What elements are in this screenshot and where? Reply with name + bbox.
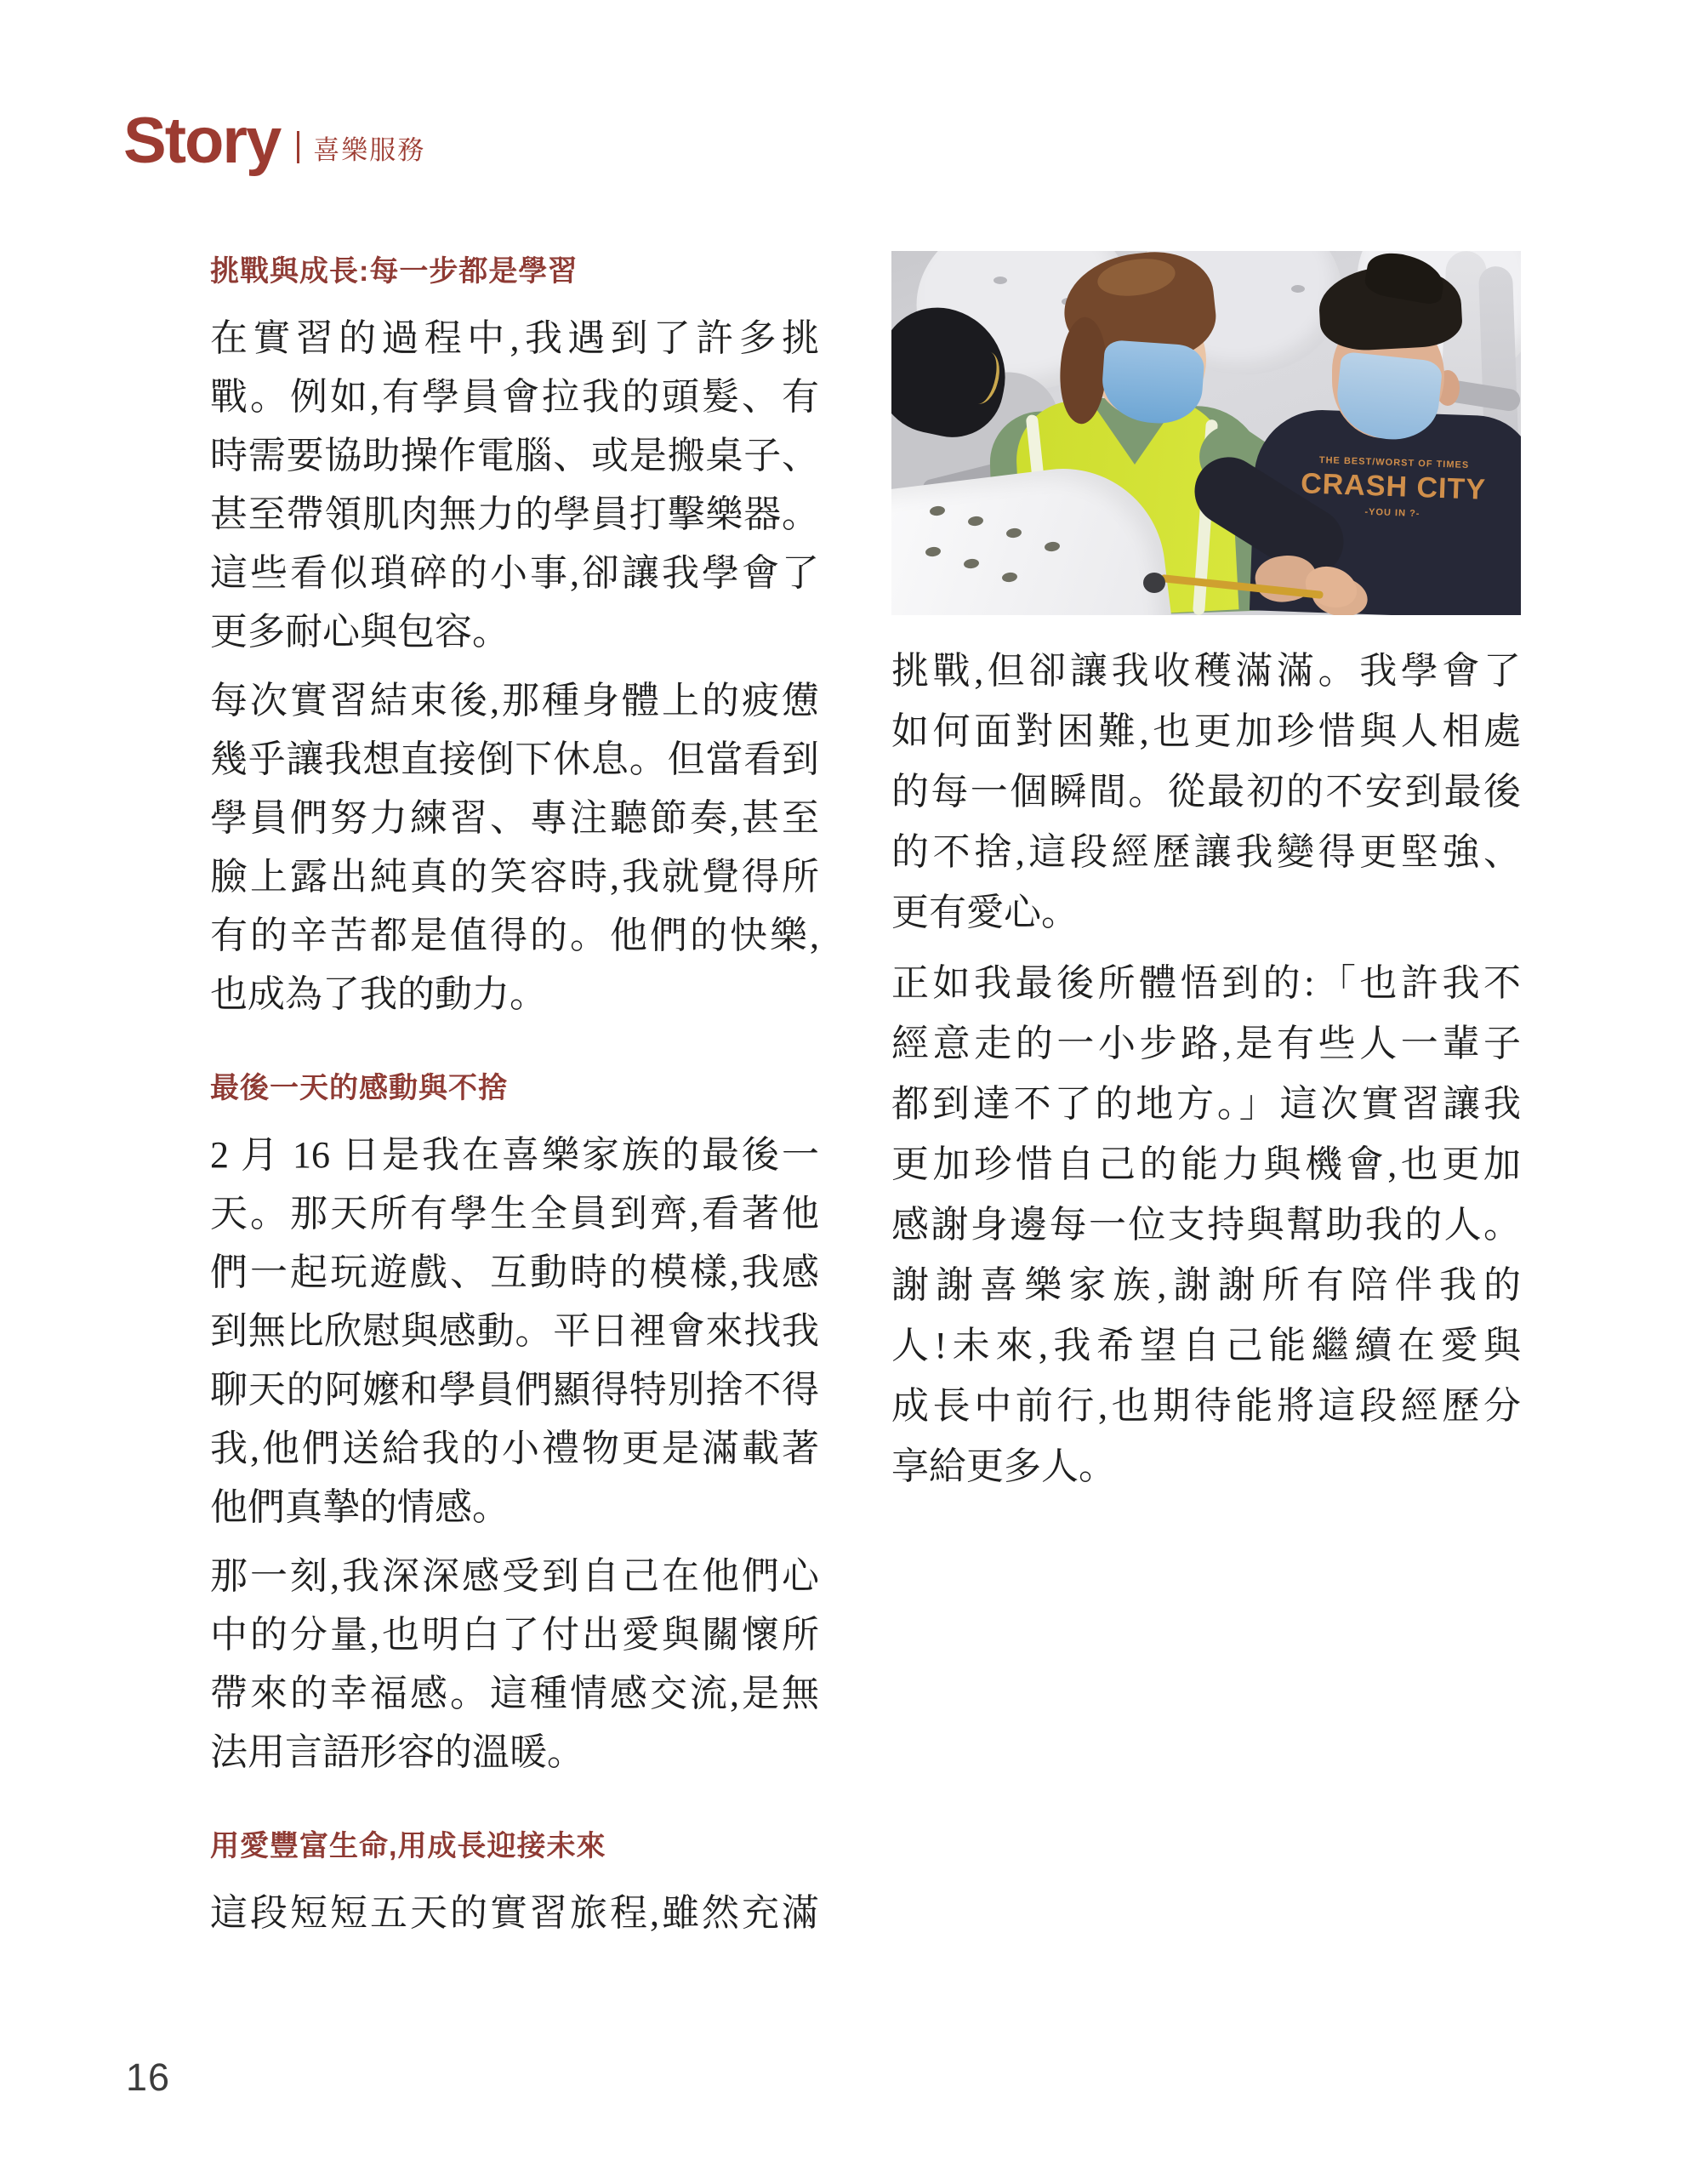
text-line: 我,他們送給我的小禮物更是滿載著 — [210, 1428, 819, 1469]
text-line: 聊天的阿嬤和學員們顯得特別捨不得 — [210, 1369, 819, 1411]
section-heading-2: 最後一天的感動與不捨 — [210, 1072, 508, 1104]
text-line: 甚至帶領肌肉無力的學員打擊樂器。 — [210, 493, 819, 535]
photo-chair-hole — [993, 277, 1007, 284]
text-line: 有的辛苦都是值得的。他們的快樂, — [210, 915, 819, 956]
paragraph — [210, 671, 819, 1023]
text-line: 時需要協助操作電腦、或是搬桌子、 — [210, 435, 819, 476]
photo-mallet-head — [1143, 573, 1165, 593]
text-line: 更有愛心。 — [891, 892, 1079, 933]
text-line: 每次實習結束後,那種身體上的疲憊 — [210, 680, 819, 721]
left-column — [210, 251, 819, 1942]
article-photo — [891, 251, 1521, 615]
text-line: 的不捨,這段經歷讓我變得更堅強、 — [891, 831, 1521, 873]
right-column — [891, 251, 1521, 1497]
text-line: 更加珍惜自己的能力與機會,也更加 — [891, 1143, 1521, 1185]
sweatshirt-text-top: THE BEST/WORST OF TIMES — [1318, 454, 1470, 471]
paragraph — [210, 309, 819, 661]
text-line: 成長中前行,也期待能將這段經歷分 — [891, 1385, 1521, 1427]
text-line: 經意走的一小步路,是有些人一輩子 — [891, 1023, 1521, 1064]
paragraph — [210, 1126, 819, 1537]
text-line: 感謝身邊每一位支持與幫助我的人。 — [891, 1204, 1521, 1246]
text-line: 如何面對困難,也更加珍惜與人相處 — [891, 710, 1521, 752]
text-line: 更多耐心與包容。 — [210, 611, 510, 653]
text-line: 也成為了我的動力。 — [210, 973, 547, 1015]
page-header — [123, 107, 425, 175]
text-line: 戰。例如,有學員會拉我的頭髮、有 — [210, 376, 819, 418]
text-line: 到無比欣慰與感動。平日裡會來找我 — [210, 1310, 819, 1352]
photo-sweatshirt-print — [1275, 453, 1512, 522]
text-line: 帶來的幸福感。這種情感交流,是無 — [210, 1673, 819, 1714]
text-line: 都到達不了的地方。」這次實習讓我 — [891, 1083, 1521, 1125]
text-line: 挑戰,但卻讓我收穫滿滿。我學會了 — [891, 650, 1521, 692]
text-line: 學員們努力練習、專注聽節奏,甚至 — [210, 797, 819, 839]
sweatshirt-text-main: CRASH CITY — [1300, 467, 1487, 506]
page-number: 16 — [126, 2055, 171, 2099]
photo-chair-hole — [1291, 285, 1305, 293]
text-line: 人!未來,我希望自己能繼續在愛與 — [891, 1325, 1521, 1366]
paragraph — [891, 641, 1521, 943]
paragraph — [210, 1547, 819, 1782]
section-heading-3: 用愛豐富生命,用成長迎接未來 — [210, 1830, 606, 1862]
text-line: 中的分量,也明白了付出愛與關懷所 — [210, 1614, 819, 1656]
paragraph — [210, 1884, 819, 1942]
text-line: 謝謝喜樂家族,謝謝所有陪伴我的 — [891, 1264, 1521, 1306]
section-heading-1: 挑戰與成長:每一步都是學習 — [210, 255, 578, 288]
sweatshirt-text-bottom: -YOU IN ?- — [1364, 506, 1420, 520]
text-line: 的每一個瞬間。從最初的不安到最後 — [891, 771, 1521, 812]
text-line: 2 月 16 日是我在喜樂家族的最後一 — [210, 1134, 819, 1176]
text-line: 他們真摯的情感。 — [210, 1486, 510, 1528]
header-divider-bar — [297, 131, 299, 163]
text-line: 幾乎讓我想直接倒下休息。但當看到 — [210, 738, 819, 780]
text-line: 臉上露出純真的笑容時,我就覺得所 — [210, 856, 819, 898]
text-line: 天。那天所有學生全員到齊,看著他 — [210, 1193, 819, 1234]
text-line: 法用言語形容的溫暖。 — [210, 1731, 584, 1773]
header-category: 喜樂服務 — [313, 134, 426, 165]
text-line: 在實習的過程中,我遇到了許多挑 — [210, 317, 819, 359]
text-line: 這些看似瑣碎的小事,卻讓我學會了 — [210, 552, 819, 594]
text-line: 那一刻,我深深感受到自己在他們心 — [210, 1555, 819, 1597]
text-line: 們一起玩遊戲、互動時的模樣,我感 — [210, 1251, 819, 1293]
paragraph — [891, 953, 1521, 1497]
text-line: 享給更多人。 — [891, 1445, 1116, 1487]
text-line: 正如我最後所體悟到的:「也許我不 — [891, 962, 1521, 1004]
text-line: 這段短短五天的實習旅程,雖然充滿 — [210, 1892, 819, 1934]
story-logo: Story — [123, 105, 281, 177]
